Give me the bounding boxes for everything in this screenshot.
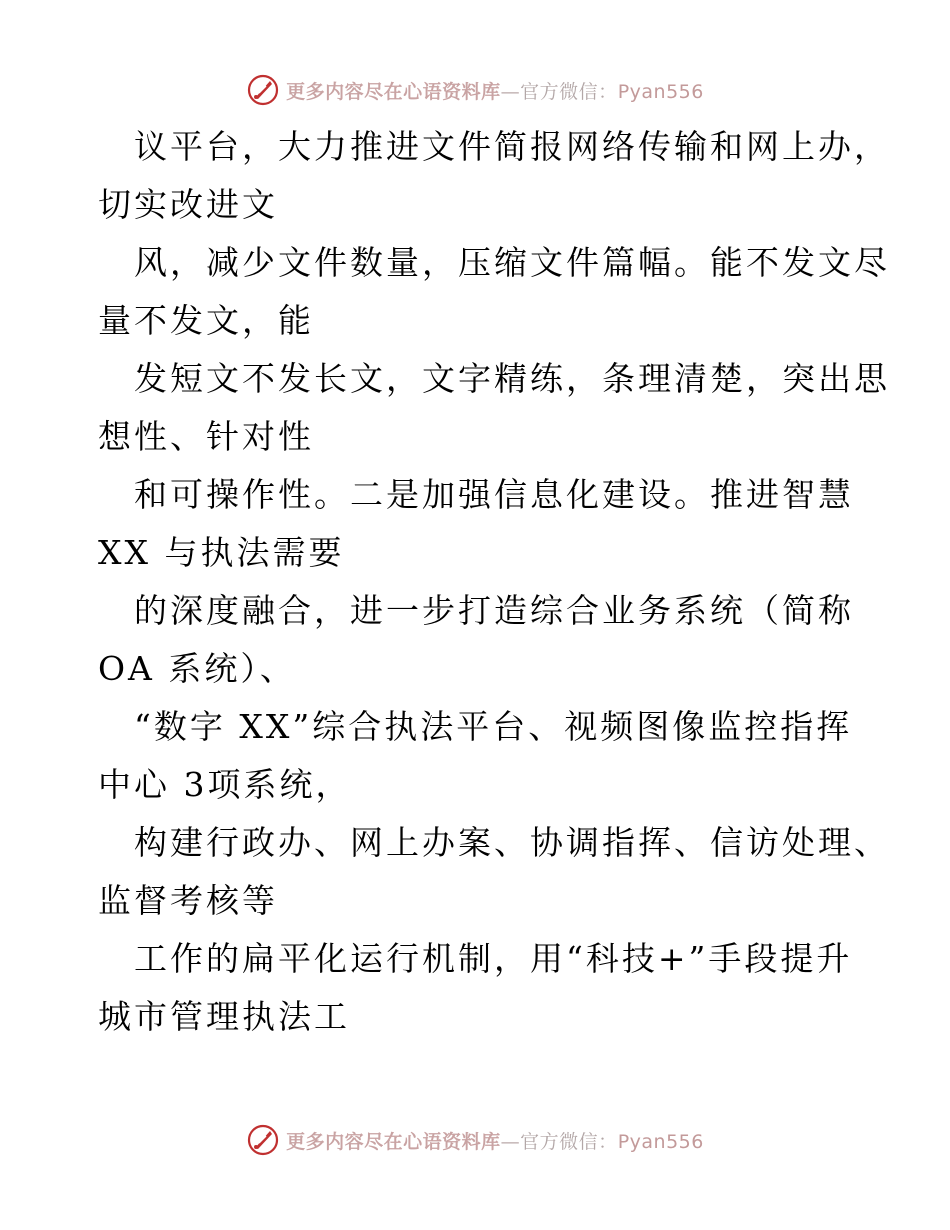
paragraph-line: 切实改进文 (98, 185, 278, 224)
quill-circle-icon (246, 1123, 280, 1157)
document-body (98, 118, 890, 1046)
watermark-brand: 更多内容尽在心语资料库 (286, 1130, 501, 1153)
paragraph-line: 构建行政办、网上办案、协调指挥、信访处理、 (134, 823, 890, 862)
paragraph-6 (98, 698, 858, 814)
watermark-wechat-label: 官方微信： (520, 1130, 618, 1153)
watermark-text (286, 77, 704, 104)
paragraph-5 (98, 582, 858, 698)
watermark-wechat-label: 官方微信： (520, 80, 618, 103)
paragraph-line: 想性、针对性 (98, 417, 314, 456)
footer-watermark (0, 1120, 950, 1160)
paragraph-line: 工作的扁平化运行机制，用“科技+”手段提升 (134, 939, 853, 978)
paragraph-3 (98, 350, 890, 466)
paragraph-line: 风，减少文件数量，压缩文件篇幅。能不发文尽 (134, 243, 890, 282)
watermark-wechat-id: Pyan556 (617, 80, 704, 103)
watermark-separator: — (500, 80, 521, 103)
paragraph-line: 城市管理执法工 (98, 997, 350, 1036)
paragraph-7 (98, 814, 890, 930)
watermark-separator: — (500, 1130, 521, 1153)
quill-circle-icon (246, 73, 280, 107)
paragraph-line: 的深度融合，进一步打造综合业务系统（简称 (134, 591, 854, 630)
paragraph-line: 监督考核等 (98, 881, 278, 920)
paragraph-line: 中心 3项系统， (98, 765, 352, 804)
paragraph-line: 议平台，大力推进文件简报网络传输和网上办， (134, 127, 890, 166)
paragraph-2 (98, 234, 890, 350)
paragraph-line: “数字 XX”综合执法平台、视频图像监控指挥 (134, 707, 853, 746)
header-watermark (0, 70, 950, 110)
paragraph-1 (98, 118, 890, 234)
paragraph-4 (98, 466, 858, 582)
paragraph-line: XX 与执法需要 (98, 533, 345, 572)
paragraph-line: 和可操作性。二是加强信息化建设。推进智慧 (134, 475, 854, 514)
paragraph-8 (98, 930, 858, 1046)
watermark-brand: 更多内容尽在心语资料库 (286, 80, 501, 103)
paragraph-line: 发短文不发长文，文字精练，条理清楚，突出思 (134, 359, 890, 398)
watermark-text (286, 1127, 704, 1154)
paragraph-line: OA 系统）、 (98, 649, 296, 688)
watermark-wechat-id: Pyan556 (617, 1130, 704, 1153)
paragraph-line: 量不发文，能 (98, 301, 314, 340)
